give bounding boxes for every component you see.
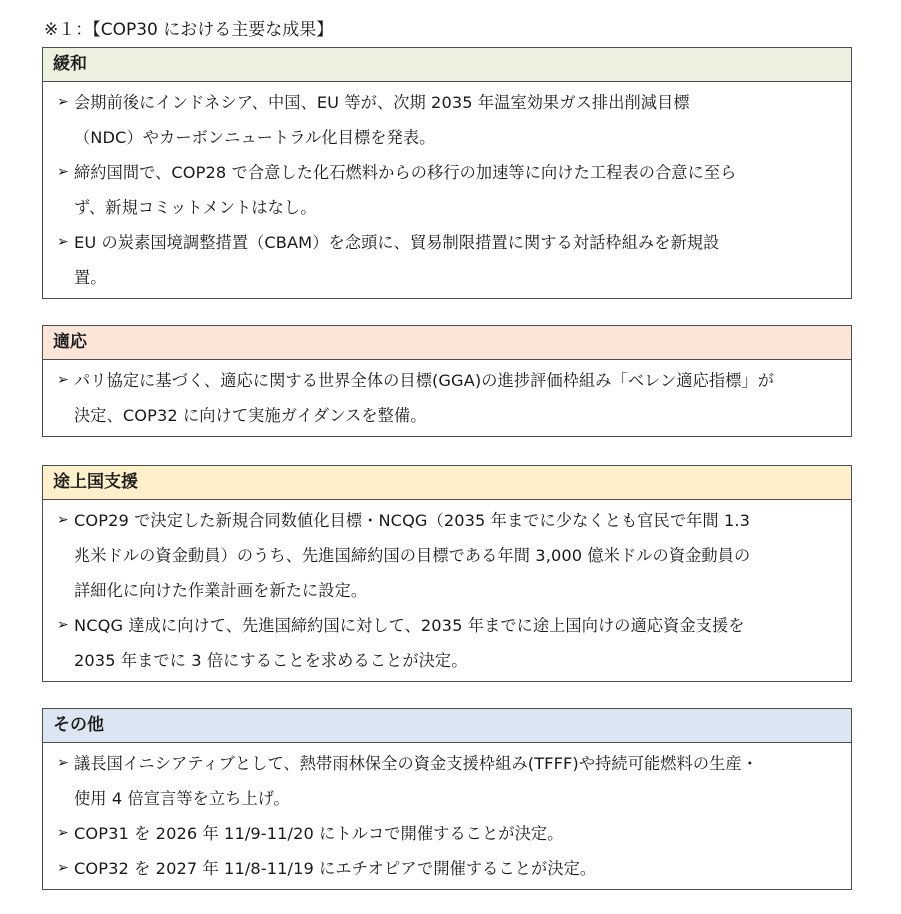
bullet-line: EU の炭素国境調整措置（CBAM）を念頭に、貿易制限措置に関する対話枠組みを新規設 <box>74 233 720 252</box>
bullet-line: COP29 で決定した新規合同数値化目標・NCQG（2035 年までに少なくとも官民で年間 1.3 <box>74 511 750 530</box>
bullet-item <box>57 851 851 886</box>
section-mitigation <box>42 47 852 299</box>
bullet-item <box>57 816 851 851</box>
bullet-line: 使用 4 倍宣言等を立ち上げ。 <box>74 789 290 808</box>
bullet-line: COP31 を 2026 年 11/9-11/20 にトルコで開催することが決定。 <box>74 824 564 843</box>
section-other <box>42 708 852 890</box>
section-header-adaptation: 適応 <box>43 326 851 360</box>
bullet-item <box>57 608 851 678</box>
bullet-arrow-icon: ➢ <box>57 372 69 388</box>
section-support <box>42 465 852 682</box>
bullet-line: 兆米ドルの資金動員）のうち、先進国締約国の目標である年間 3,000 億米ドルの資金動員の <box>74 546 751 565</box>
bullet-item <box>57 363 851 433</box>
bullet-line: 詳細化に向けた作業計画を新たに設定。 <box>74 581 368 600</box>
section-body <box>43 360 851 436</box>
section-adaptation <box>42 325 852 437</box>
bullet-line: （NDC）やカーボンニュートラル化目標を発表。 <box>74 128 436 147</box>
bullet-arrow-icon: ➢ <box>57 164 69 180</box>
bullet-line: 置。 <box>74 268 107 287</box>
bullet-line: 議長国イニシアティブとして、熱帯雨林保全の資金支援枠組み(TFFF)や持続可能燃料の生産・ <box>74 754 758 773</box>
bullet-line: 会期前後にインドネシア、中国、EU 等が、次期 2035 年温室効果ガス排出削減目標 <box>74 93 690 112</box>
bullet-line: 締約国間で、COP28 で合意した化石燃料からの移行の加速等に向けた工程表の合意に至ら <box>74 163 737 182</box>
bullet-item <box>57 225 851 295</box>
bullet-arrow-icon: ➢ <box>57 617 69 633</box>
bullet-arrow-icon: ➢ <box>57 755 69 771</box>
bullet-line: NCQG 達成に向けて、先進国締約国に対して、2035 年までに途上国向けの適応資金支援を <box>74 616 745 635</box>
section-body <box>43 743 851 889</box>
bullet-arrow-icon: ➢ <box>57 94 69 110</box>
bullet-item <box>57 85 851 155</box>
bullet-line: COP32 を 2027 年 11/8-11/19 にエチオピアで開催することが決定。 <box>74 859 597 878</box>
bullet-line: 2035 年までに 3 倍にすることを求めることが決定。 <box>74 651 468 670</box>
bullet-arrow-icon: ➢ <box>57 512 69 528</box>
bullet-arrow-icon: ➢ <box>57 234 69 250</box>
bullet-line: ず、新規コミットメントはなし。 <box>74 198 317 217</box>
bullet-arrow-icon: ➢ <box>57 860 69 876</box>
section-header-mitigation: 緩和 <box>43 48 851 82</box>
section-header-support: 途上国支援 <box>43 466 851 500</box>
bullet-line: 決定、COP32 に向けて実施ガイダンスを整備。 <box>74 406 427 425</box>
section-header-other: その他 <box>43 709 851 743</box>
bullet-line: パリ協定に基づく、適応に関する世界全体の目標(GGA)の進捗評価枠組み「ベレン適応指標」が <box>74 371 775 390</box>
bullet-item <box>57 155 851 225</box>
bullet-item <box>57 503 851 608</box>
section-body <box>43 500 851 681</box>
bullet-arrow-icon: ➢ <box>57 825 69 841</box>
bullet-item <box>57 746 851 816</box>
section-body <box>43 82 851 298</box>
document-title: ※１：【COP30 における主要な成果】 <box>44 20 334 40</box>
